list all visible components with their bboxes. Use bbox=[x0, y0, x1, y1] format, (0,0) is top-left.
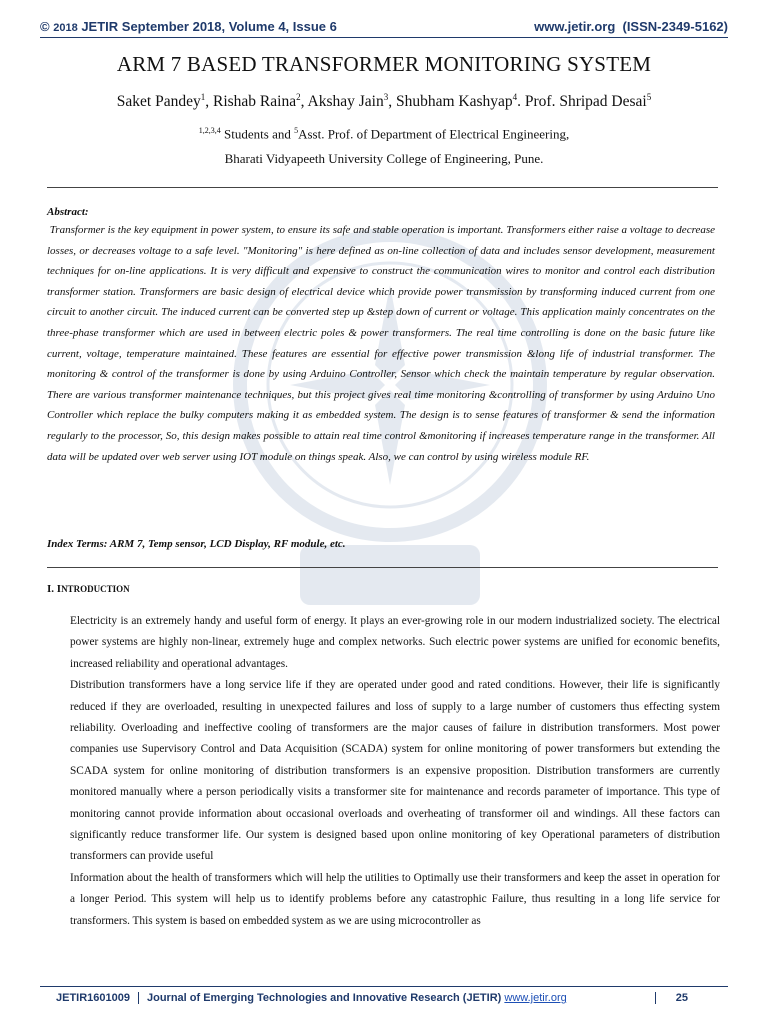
journal-issue-info bbox=[40, 19, 337, 34]
author-mark: 1 bbox=[200, 92, 206, 102]
affiliation-roles bbox=[0, 126, 768, 142]
paragraph: Information about the health of transformers which will help the utilities to Optimally use their transformers and keep the asset in operation for a longer Period. This system will help us to identify problems before any catastrophic Failure, thus resulting in a long life service for transformers. This system is based on embedded system as we are using microcontroller as bbox=[70, 871, 720, 927]
journal-name bbox=[139, 992, 575, 1004]
page-number: 25 bbox=[655, 992, 688, 1004]
author-list bbox=[0, 92, 768, 111]
abstract-divider bbox=[47, 567, 718, 568]
author-separator: , bbox=[205, 93, 213, 111]
affiliation-students: Students and bbox=[220, 126, 295, 142]
author-separator: , bbox=[300, 93, 308, 111]
author-name: Saket Pandey bbox=[116, 93, 201, 111]
journal-footer bbox=[40, 986, 728, 1009]
affiliation-mark-prof: 5 bbox=[294, 126, 299, 135]
introduction-body bbox=[70, 611, 720, 932]
website-issn: www.jetir.org (ISSN-2349-5162) bbox=[534, 19, 728, 34]
author-name: Prof. Shripad Desai bbox=[524, 93, 647, 111]
author-separator: , bbox=[388, 93, 396, 111]
author-mark: 3 bbox=[383, 92, 389, 102]
journal-website-link[interactable]: www.jetir.org bbox=[504, 992, 567, 1004]
paper-title: ARM 7 BASED TRANSFORMER MONITORING SYSTEM bbox=[116, 52, 652, 76]
header-divider bbox=[47, 187, 718, 188]
paragraph: Distribution transformers have a long service life if they are operated under good and rated conditions. However, their life is significantly reduced if they are overloaded, resulting in unexpected failures and loss of supply to a large number of customers thus effecting system reliability. Overloading and ineffective cooling of transformers are the major causes of failure in distribution transformers. Most power companies use Supervisory Control and Data Acquisition (SCADA) system for online monitoring of power transformers but extending the SCADA system for online monitoring of distribution transformers is an expensive proposition. Distribution transformers are currently monitored manually where a person periodically visits a transformer site for maintenance and records parameter of importance. This type of monitoring cannot provide information about occasional overloads and overheating of transformer oil and windings. All these factors can significantly reduce transformer life. Our system is designed based upon online monitoring of key Operational parameters of distribution transformers can provide useful bbox=[70, 679, 720, 863]
author-mark: 5 bbox=[646, 92, 652, 102]
affiliation-mark-students: 1,2,3,4 bbox=[198, 126, 221, 135]
author-name: Akshay Jain bbox=[307, 93, 384, 111]
copyright-mark: © bbox=[40, 19, 50, 34]
section-rest: NTRODUCTION bbox=[61, 584, 130, 594]
affiliation-prof: Asst. Prof. of Department of Electrical Engineering, bbox=[298, 126, 570, 142]
index-terms: Index Terms: ARM 7, Temp sensor, LCD Display, RF module, etc. bbox=[47, 538, 346, 550]
paper-code: JETIR1601009 bbox=[56, 992, 139, 1004]
abstract-text: Transformer is the key equipment in power system, to ensure its safe and stable operation is important. Transformers either raise a voltage to decrease losses, or decreases voltage to a safe level. "Monitoring" is here defined as on-line collection of data and includes sensor development, measurement techniques for on-line applications. It is very difficult and expensive to construct the communication wires to monitor and control each distribution transformer station. Transformers are basic design of electrical device which provide power transmission by transforming induced current from one circuit to another circuit. The induced current can be converted step up &step down of current or voltage. This application mainly concentrates on the three-phase transformer which are used in between electric poles & power transformers. The real time controlling is done on the basic future like current, voltage, temperature maintained. These features are essential for effective power transmission &long life of industrial transformer. The monitoring & control of the transformer is done by using Arduino Controller, Sensor which check the maintain temperature by regular observation. There are various transformer maintenance techniques, but this project gives real time monitoring &controlling of transformer by using Arduino Uno Controller which replace the bulky computers making it as embedded system. The design is to sense features of transformer & send the information regularly to the processor, So, this design makes possible to attain real time control &monitoring if increases temperature range in the transformer. All data will be updated over web server using IOT module on things speak. Also, we can control by using wireless module RF. bbox=[47, 224, 718, 463]
journal-header bbox=[40, 10, 728, 38]
section-heading-introduction bbox=[47, 583, 130, 595]
author-name: Rishab Raina bbox=[213, 93, 297, 111]
author-mark: 4 bbox=[512, 92, 518, 102]
section-initial: I bbox=[56, 583, 62, 595]
year: 2018 bbox=[53, 22, 78, 34]
affiliation-institution: Bharati Vidyapeeth University College of Engineering, Pune. bbox=[224, 151, 544, 166]
journal-issue: JETIR September 2018, Volume 4, Issue 6 bbox=[81, 19, 337, 34]
author-separator: . bbox=[517, 93, 525, 111]
paragraph: Electricity is an extremely handy and useful form of energy. It plays an ever-growing role in our modern industrialized society. The electrical power systems are highly non-linear, extremely huge and complex networks. Such electric power systems are unified for economic benefits, increased reliability and operational advantages. bbox=[70, 615, 720, 670]
author-name: Shubham Kashyap bbox=[395, 93, 513, 111]
author-mark: 2 bbox=[296, 92, 301, 102]
section-number: I. bbox=[47, 583, 57, 595]
journal-title: Journal of Emerging Technologies and Innovative Research (JETIR) bbox=[147, 992, 505, 1004]
abstract-heading: Abstract: bbox=[47, 206, 89, 218]
